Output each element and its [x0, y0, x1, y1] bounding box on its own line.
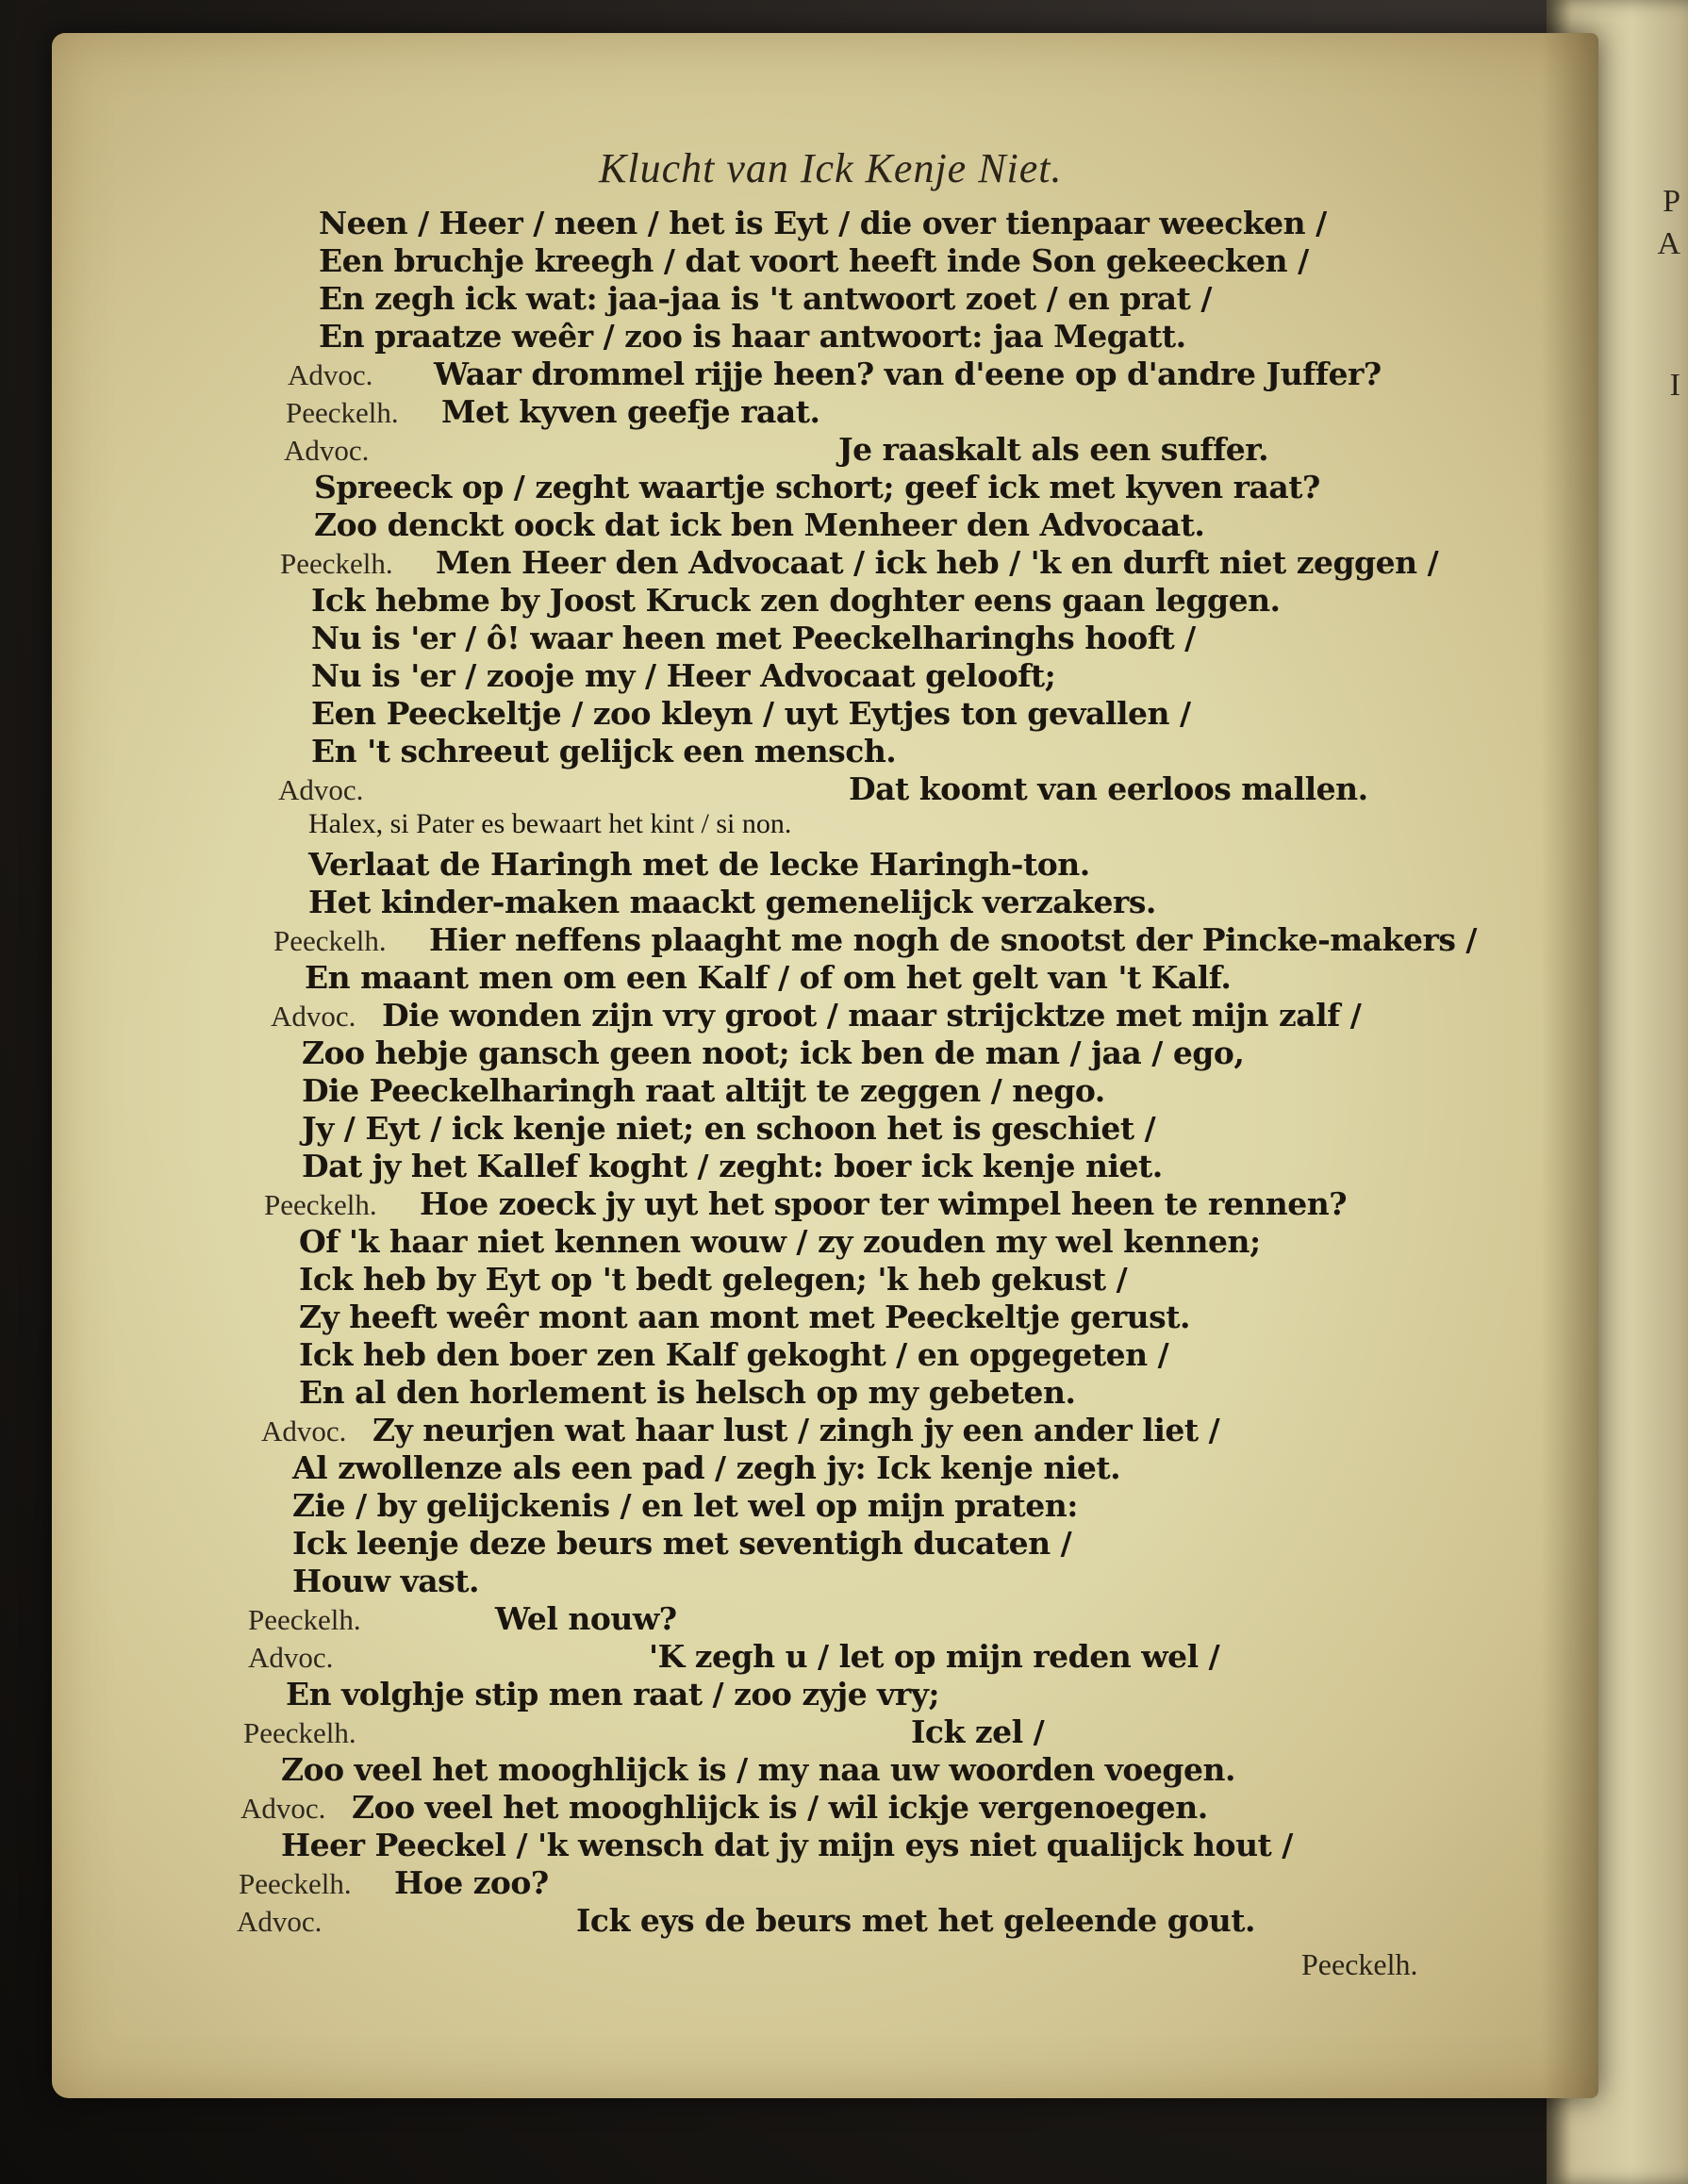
verse-text: Zoo veel het mooghlijck is / my naa uw woorden voegen.: [281, 1751, 1235, 1788]
verse-text: Halex, si Pater es bewaart het kint / si non.: [308, 808, 792, 839]
verse-line: [311, 657, 1055, 694]
verse-text: Dat koomt van eerloos mallen.: [849, 770, 1368, 807]
verse-line: [299, 1261, 1127, 1298]
verse-text: Met kyven geefje raat.: [441, 393, 820, 430]
verse-text: Al zwollenze als een pad / zegh jy: Ick kenje niet.: [292, 1449, 1121, 1486]
verse-text: Ick hebme by Joost Kruck zen doghter eens gaan leggen.: [311, 582, 1281, 619]
facing-page-fragment: I: [1669, 368, 1680, 403]
speaker-label: Advoc.: [240, 1792, 326, 1825]
verse-text: Je raaskalt als een suffer.: [838, 431, 1269, 468]
verse-text: Een bruchje kreegh / dat voort heeft inde Son gekeecken /: [319, 242, 1309, 279]
verse-line: [281, 1827, 1293, 1863]
speaker-label: Peeckelh.: [264, 1188, 377, 1221]
speaker-label: Advoc.: [271, 1000, 356, 1033]
verse-line: [248, 1638, 1219, 1675]
speaker-label: Advoc.: [278, 773, 364, 806]
verse-text: Wel nouw?: [495, 1600, 677, 1637]
speaker-label: Advoc.: [261, 1415, 347, 1448]
catchword: Peeckelh.: [1301, 1947, 1418, 1981]
verse-line: [314, 506, 1204, 543]
verse-text: Zy neurjen wat haar lust / zingh jy een ander liet /: [372, 1412, 1220, 1448]
speaker-label: Advoc.: [237, 1905, 323, 1938]
verse-line: [281, 1751, 1235, 1788]
verse-line: [286, 1676, 939, 1712]
speaker-label: Advoc.: [288, 358, 373, 391]
speaker-label: Peeckelh.: [273, 924, 387, 957]
verse-line: [305, 959, 1231, 996]
speaker-label: Peeckelh.: [248, 1603, 361, 1636]
verse-line: [308, 884, 1156, 920]
verse-line: [302, 1072, 1105, 1109]
verse-line: [308, 846, 1090, 883]
book-page: [52, 33, 1598, 2098]
verse-line: [314, 469, 1320, 505]
verse-text: Ick heb den boer zen Kalf gekoght / en opgegeten /: [299, 1336, 1169, 1373]
verse-text: Zy heeft weêr mont aan mont met Peeckeltje gerust.: [299, 1299, 1190, 1335]
verse-line: [237, 1902, 1255, 1939]
verse-line: [278, 770, 1368, 807]
verse-line: [284, 431, 1268, 468]
verse-text: Heer Peeckel / 'k wensch dat jy mijn eys niet qualijck hout /: [281, 1827, 1293, 1863]
facing-page-fragment: A: [1657, 226, 1680, 261]
verse-text: En 't schreeut gelijck een mensch.: [311, 733, 897, 769]
verse-text: En volghje stip men raat / zoo zyje vry;: [286, 1676, 940, 1712]
verse-line: [292, 1525, 1071, 1562]
verse-line: [243, 1713, 1044, 1750]
verse-line: [264, 1185, 1347, 1222]
verse-line: [311, 733, 896, 769]
verse-text: Hoe zoo?: [394, 1864, 549, 1901]
verse-text: Nu is 'er / ô! waar heen met Peeckelharinghs hooft /: [311, 620, 1196, 656]
verse-text: Houw vast.: [292, 1563, 479, 1599]
speaker-label: Peeckelh.: [239, 1867, 352, 1900]
verse-text: En maant men om een Kalf / of om het gelt van 't Kalf.: [305, 959, 1232, 996]
verse-line: [311, 695, 1191, 732]
verse-line: [302, 1110, 1155, 1147]
verse-line: [299, 1374, 1075, 1411]
verse-line: [319, 280, 1212, 317]
verse-line: [239, 1864, 549, 1901]
verse-line: [319, 205, 1327, 241]
verse-text: Ick heb by Eyt op 't bedt gelegen; 'k heb gekust /: [299, 1261, 1128, 1298]
verse-line: [302, 1148, 1163, 1184]
verse-line: [299, 1223, 1261, 1260]
verse-text: Men Heer den Advocaat / ick heb / 'k en durft niet zeggen /: [436, 544, 1439, 581]
verse-line: [308, 808, 791, 840]
verse-text: Jy / Eyt / ick kenje niet; en schoon het is geschiet /: [302, 1110, 1156, 1147]
running-head: Klucht van Ick Kenje Niet.: [599, 145, 1063, 191]
verse-line: [299, 1336, 1168, 1373]
verse-text: Neen / Heer / neen / het is Eyt / die over tienpaar weecken /: [319, 205, 1327, 241]
speaker-label: Peeckelh.: [286, 396, 399, 429]
verse-line: [240, 1789, 1208, 1826]
facing-page-fragment: P: [1663, 184, 1680, 219]
verse-line: [319, 318, 1186, 355]
verse-text: Zoo veel het mooghlijck is / wil ickje vergenoegen.: [352, 1789, 1208, 1826]
verse-text: Hier neffens plaaght me nogh de snootst der Pincke-makers /: [429, 921, 1477, 958]
verse-line: [273, 921, 1477, 958]
verse-text: Nu is 'er / zooje my / Heer Advocaat gelooft;: [311, 657, 1056, 694]
verse-text: Dat jy het Kallef koght / zeght: boer ick kenje niet.: [302, 1148, 1163, 1184]
verse-text: En zegh ick wat: jaa-jaa is 't antwoort zoet / en prat /: [319, 280, 1212, 317]
verse-text: Zoo denckt oock dat ick ben Menheer den Advocaat.: [314, 506, 1205, 543]
verse-line: [302, 1034, 1244, 1071]
verse-text: En praatze weêr / zoo is haar antwoort: jaa Megatt.: [319, 318, 1186, 355]
verse-text: Het kinder-maken maackt gemenelijck verzakers.: [308, 884, 1156, 920]
verse-text: Waar drommel rijje heen? van d'eene op d'andre Juffer?: [434, 356, 1382, 392]
verse-text: Die wonden zijn vry groot / maar strijcktze met mijn zalf /: [382, 997, 1362, 1034]
verse-line: [319, 242, 1309, 279]
verse-line: [261, 1412, 1219, 1448]
verse-text: 'K zegh u / let op mijn reden wel /: [649, 1638, 1220, 1675]
speaker-label: Advoc.: [284, 434, 370, 467]
verse-line: [280, 544, 1438, 581]
verse-text: Ick eys de beurs met het geleende gout.: [576, 1902, 1256, 1939]
speaker-label: Advoc.: [248, 1641, 334, 1674]
verse-text: En al den horlement is helsch op my gebeten.: [299, 1374, 1076, 1411]
verse-text: Hoe zoeck jy uyt het spoor ter wimpel heen te rennen?: [420, 1185, 1348, 1222]
verse-line: [288, 356, 1382, 392]
verse-line: [286, 393, 820, 430]
verse-line: [292, 1449, 1120, 1486]
speaker-label: Peeckelh.: [243, 1716, 356, 1749]
verse-line: [311, 620, 1196, 656]
verse-text: Of 'k haar niet kennen wouw / zy zouden my wel kennen;: [299, 1223, 1261, 1260]
verse-text: Verlaat de Haringh met de lecke Haringh-ton.: [308, 846, 1090, 883]
verse-text: Die Peeckelharingh raat altijt te zeggen / nego.: [302, 1072, 1105, 1109]
verse-line: [299, 1299, 1190, 1335]
verse-text: Ick leenje deze beurs met seventigh ducaten /: [292, 1525, 1072, 1562]
verse-text: Zie / by gelijckenis / en let wel op mijn praten:: [292, 1487, 1078, 1524]
verse-line: [311, 582, 1281, 619]
speaker-label: Peeckelh.: [280, 547, 393, 580]
verse-line: [248, 1600, 677, 1637]
verse-line: [292, 1487, 1078, 1524]
verse-line: [292, 1563, 479, 1599]
verse-text: Spreeck op / zeght waartje schort; geef ick met kyven raat?: [314, 469, 1320, 505]
verse-line: [271, 997, 1361, 1034]
verse-text: Een Peeckeltje / zoo kleyn / uyt Eytjes ton gevallen /: [311, 695, 1191, 732]
verse-text: Ick zel /: [911, 1713, 1045, 1750]
verse-text: Zoo hebje gansch geen noot; ick ben de man / jaa / ego,: [302, 1034, 1245, 1071]
